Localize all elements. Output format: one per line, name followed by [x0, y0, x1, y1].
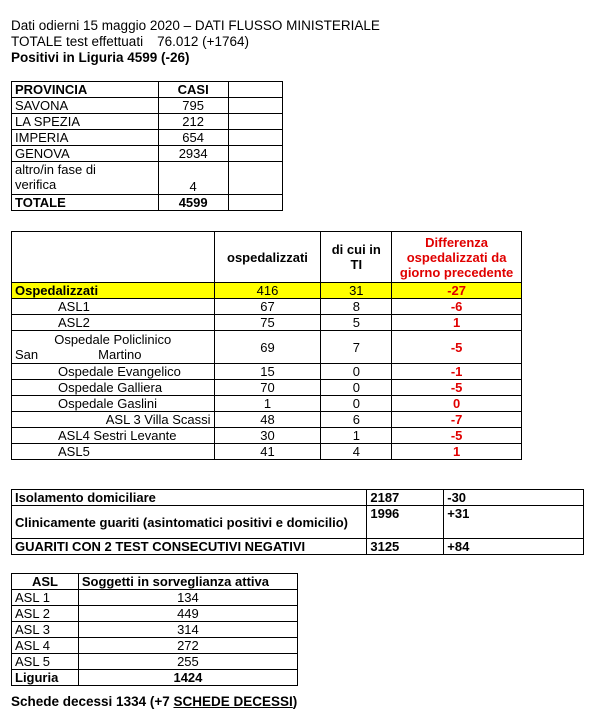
- table-row: [12, 428, 522, 444]
- asl-name: ASL 3: [12, 622, 79, 638]
- hospital-diff: -27: [392, 283, 522, 299]
- hospital-ti: 7: [321, 331, 392, 364]
- asl-value: 314: [78, 622, 297, 638]
- asl-name: ASL 2: [12, 606, 79, 622]
- asl-header-row: [12, 574, 298, 590]
- status-value: 2187: [367, 490, 444, 506]
- hospital-ti: 0: [321, 364, 392, 380]
- province-name: GENOVA: [12, 146, 159, 162]
- table-row: [12, 98, 283, 114]
- col-asl: ASL: [12, 574, 79, 590]
- asl-value: 272: [78, 638, 297, 654]
- table-row: [12, 590, 298, 606]
- asl-table: [11, 573, 298, 686]
- hospital-osp: 1: [214, 396, 321, 412]
- province-total-row: [12, 195, 283, 211]
- hospital-name: Ospedale Evangelico: [12, 364, 215, 380]
- status-value: 3125: [367, 539, 444, 555]
- hospital-name: ASL 3 Villa Scassi: [12, 412, 215, 428]
- table-row: [12, 444, 522, 460]
- table-row: [12, 331, 522, 364]
- hospital-name: ASL5: [12, 444, 215, 460]
- province-name: IMPERIA: [12, 130, 159, 146]
- hospital-osp: 15: [214, 364, 321, 380]
- hospital-osp: 67: [214, 299, 321, 315]
- province-total-label: TOTALE: [12, 195, 159, 211]
- table-row: [12, 162, 283, 195]
- col-soggetti: Soggetti in sorveglianza attiva: [78, 574, 297, 590]
- table-row: [12, 490, 584, 506]
- deaths-link[interactable]: SCHEDE DECESSI: [173, 694, 293, 709]
- table-row: [12, 539, 584, 555]
- table-row: [12, 638, 298, 654]
- hospital-diff: -7: [392, 412, 522, 428]
- hospital-osp: 48: [214, 412, 321, 428]
- asl-value: 255: [78, 654, 297, 670]
- hospital-diff: 1: [392, 444, 522, 460]
- asl-name: ASL 5: [12, 654, 79, 670]
- hospital-diff: -1: [392, 364, 522, 380]
- hospital-diff: -5: [392, 380, 522, 396]
- table-row: [12, 506, 584, 539]
- hospital-name: ASL1: [12, 299, 215, 315]
- asl-total-value: 1424: [78, 670, 297, 686]
- tests-total-line: [11, 34, 380, 50]
- hospital-ti: 1: [321, 428, 392, 444]
- asl-name: ASL 1: [12, 590, 79, 606]
- province-name: LA SPEZIA: [12, 114, 159, 130]
- hospital-ti: 0: [321, 380, 392, 396]
- hospital-ti: 0: [321, 396, 392, 412]
- hospital-diff: -5: [392, 428, 522, 444]
- asl-value: 449: [78, 606, 297, 622]
- hospital-ti: 8: [321, 299, 392, 315]
- province-table: [11, 81, 283, 211]
- asl-value: 134: [78, 590, 297, 606]
- table-row: [12, 299, 522, 315]
- province-casi: 212: [158, 114, 228, 130]
- status-label: Isolamento domiciliare: [12, 490, 367, 506]
- deaths-suffix: ): [292, 694, 298, 709]
- asl-name: ASL 4: [12, 638, 79, 654]
- table-row: [12, 622, 298, 638]
- deaths-footer: [11, 694, 297, 709]
- asl-total-row: [12, 670, 298, 686]
- report-header: [11, 18, 380, 66]
- asl-total-label: Liguria: [12, 670, 79, 686]
- province-header-row: [12, 82, 283, 98]
- hospital-osp: 30: [214, 428, 321, 444]
- status-delta: +84: [444, 539, 584, 555]
- col-provincia: PROVINCIA: [12, 82, 159, 98]
- tests-total-label: TOTALE test effettuati: [11, 34, 144, 49]
- hospital-name: Ospedale Galliera: [12, 380, 215, 396]
- hospital-name: ASL4 Sestri Levante: [12, 428, 215, 444]
- province-casi: 4: [158, 162, 228, 195]
- hospital-osp: 75: [214, 315, 321, 331]
- hospital-name: Ospedale Gaslini: [12, 396, 215, 412]
- status-table: [11, 489, 584, 555]
- hospital-diff: -6: [392, 299, 522, 315]
- table-row: [12, 146, 283, 162]
- province-casi: 654: [158, 130, 228, 146]
- table-row: [12, 606, 298, 622]
- hospital-osp: 70: [214, 380, 321, 396]
- hospital-ti: 4: [321, 444, 392, 460]
- province-casi: 795: [158, 98, 228, 114]
- hospital-osp: 416: [214, 283, 321, 299]
- hospital-name: ASL2: [12, 315, 215, 331]
- hospital-diff: 0: [392, 396, 522, 412]
- table-row: [12, 315, 522, 331]
- table-row: [12, 364, 522, 380]
- col-differenza: Differenza ospedalizzati da giorno precedente: [392, 232, 522, 283]
- deaths-text: Schede decessi 1334 (+7: [11, 694, 174, 709]
- table-row: [12, 380, 522, 396]
- hospital-table: [11, 231, 522, 460]
- province-other: altro/in fase di verifica: [12, 162, 159, 195]
- province-name: SAVONA: [12, 98, 159, 114]
- table-row: [12, 114, 283, 130]
- hospital-diff: 1: [392, 315, 522, 331]
- status-delta: -30: [444, 490, 584, 506]
- hospital-name: Ospedale Policlinico San Martino: [12, 331, 215, 364]
- status-label: Clinicamente guariti (asintomatici positivi e domicilio): [12, 506, 367, 539]
- status-label: GUARITI CON 2 TEST CONSECUTIVI NEGATIVI: [12, 539, 367, 555]
- province-total-value: 4599: [158, 195, 228, 211]
- table-row: [12, 396, 522, 412]
- table-row: [12, 130, 283, 146]
- table-row: [12, 654, 298, 670]
- hospital-diff: -5: [392, 331, 522, 364]
- hospital-ti: 31: [321, 283, 392, 299]
- positives-line: Positivi in Liguria 4599 (-26): [11, 50, 190, 65]
- hospital-name: Ospedalizzati: [12, 283, 215, 299]
- col-casi: CASI: [158, 82, 228, 98]
- status-delta: +31: [444, 506, 584, 539]
- col-ti: di cui in TI: [321, 232, 392, 283]
- hospital-total-row: [12, 283, 522, 299]
- tests-total-value: 76.012 (+1764): [157, 34, 250, 49]
- hospital-ti: 6: [321, 412, 392, 428]
- report-date-line: Dati odierni 15 maggio 2020 – DATI FLUSSO MINISTERIALE: [11, 18, 380, 33]
- hospital-osp: 69: [214, 331, 321, 364]
- province-casi: 2934: [158, 146, 228, 162]
- hospital-osp: 41: [214, 444, 321, 460]
- status-value: 1996: [367, 506, 444, 539]
- table-row: [12, 412, 522, 428]
- hospital-ti: 5: [321, 315, 392, 331]
- hospital-header-row: [12, 232, 522, 283]
- col-ospedalizzati: ospedalizzati: [214, 232, 321, 283]
